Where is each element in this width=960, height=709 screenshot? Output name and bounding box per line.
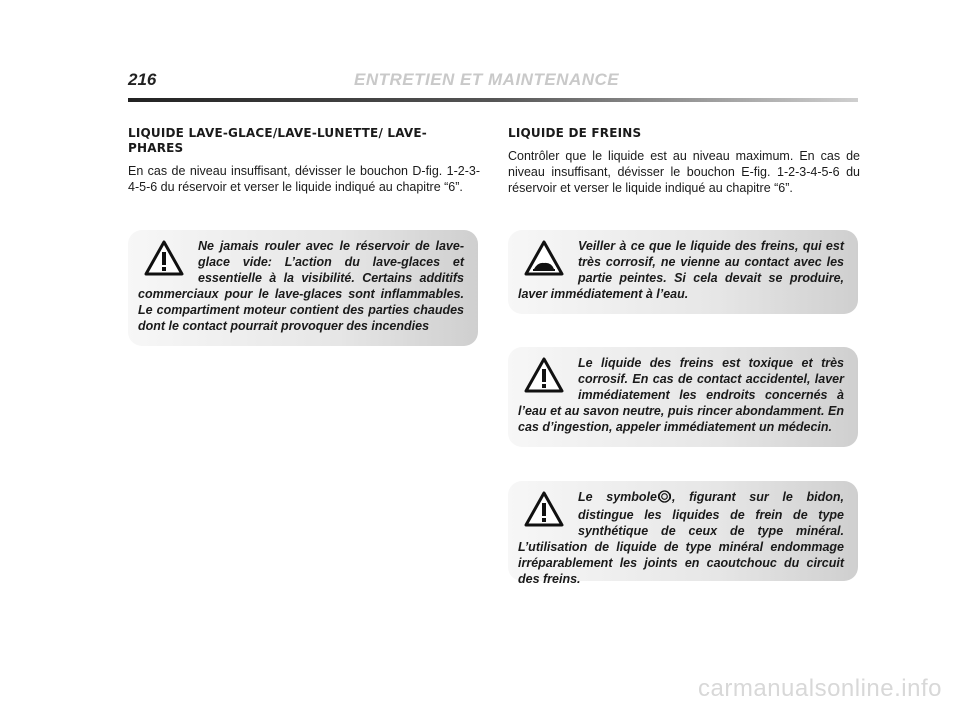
page-number: 216 xyxy=(128,70,157,89)
paint-damage-warning-icon xyxy=(524,240,568,280)
warning-triangle-icon xyxy=(524,357,568,397)
warning-box-paint xyxy=(508,230,858,314)
synthetic-fluid-symbol-icon xyxy=(658,490,671,507)
left-column xyxy=(128,126,480,195)
watermark: carmanualsonline.info xyxy=(698,675,942,702)
warning-triangle-icon xyxy=(524,491,568,531)
warning-box-synthetic xyxy=(508,481,858,586)
header-rule xyxy=(128,98,858,102)
warning-text-toxic: Le liquide des freins est toxique et très corrosif. En cas de contact accidentel, laver immédiatement les endroits concernés à l’eau et au savon neutre, puis rincer abondamment. En cas d’ingestion, appeler immédiatement un médecin. xyxy=(518,356,844,434)
warning-box-washer xyxy=(128,230,478,346)
warning-box-toxic xyxy=(508,347,858,447)
section-heading-washer-fluid: LIQUIDE LAVE-GLACE/LAVE-LUNETTE/ LAVE-PHARES xyxy=(128,126,427,155)
warning-triangle-icon xyxy=(144,240,188,280)
section-heading-brake-fluid: LIQUIDE DE FREINS xyxy=(508,126,642,140)
warning-text-paint: Veiller à ce que le liquide des freins, qui est très corrosif, ne vienne au contact avec les partie peintes. Si cela devait se produire, laver immédiatement à l’eau. xyxy=(518,239,844,301)
warning-text-synthetic-before: Le symbole xyxy=(578,490,657,504)
warning-text-washer: Ne jamais rouler avec le réservoir de lave-glace vide: L’action du lave-glaces et essentielle à la visibilité. Certains additifs commerciaux pour le lave-glaces sont inflammables. Le compartiment moteur contient des parties chaudes dont le contact pourrait provoquer des incendies xyxy=(138,239,464,333)
section-body-brake-fluid: Contrôler que le liquide est au niveau maximum. En cas de niveau insuffisant, dévisser le bouchon E-fig. 1-2-3-4-5-6 du réservoir et verser le liquide indiqué au chapitre “6”. xyxy=(508,149,860,195)
warning-text-synthetic-after: , figurant sur le bidon, distingue les liquides de frein de type synthétique de ceux de type minéral. L’utilisation de liquide de type minéral endommage irréparablement les joints en caoutchouc du circuit des freins. xyxy=(518,490,844,586)
running-title: ENTRETIEN ET MAINTENANCE xyxy=(354,70,620,89)
right-column xyxy=(508,126,860,196)
section-body-washer-fluid: En cas de niveau insuffisant, dévisser le bouchon D-fig. 1-2-3-4-5-6 du réservoir et verser le liquide indiqué au chapitre “6”. xyxy=(128,164,480,194)
